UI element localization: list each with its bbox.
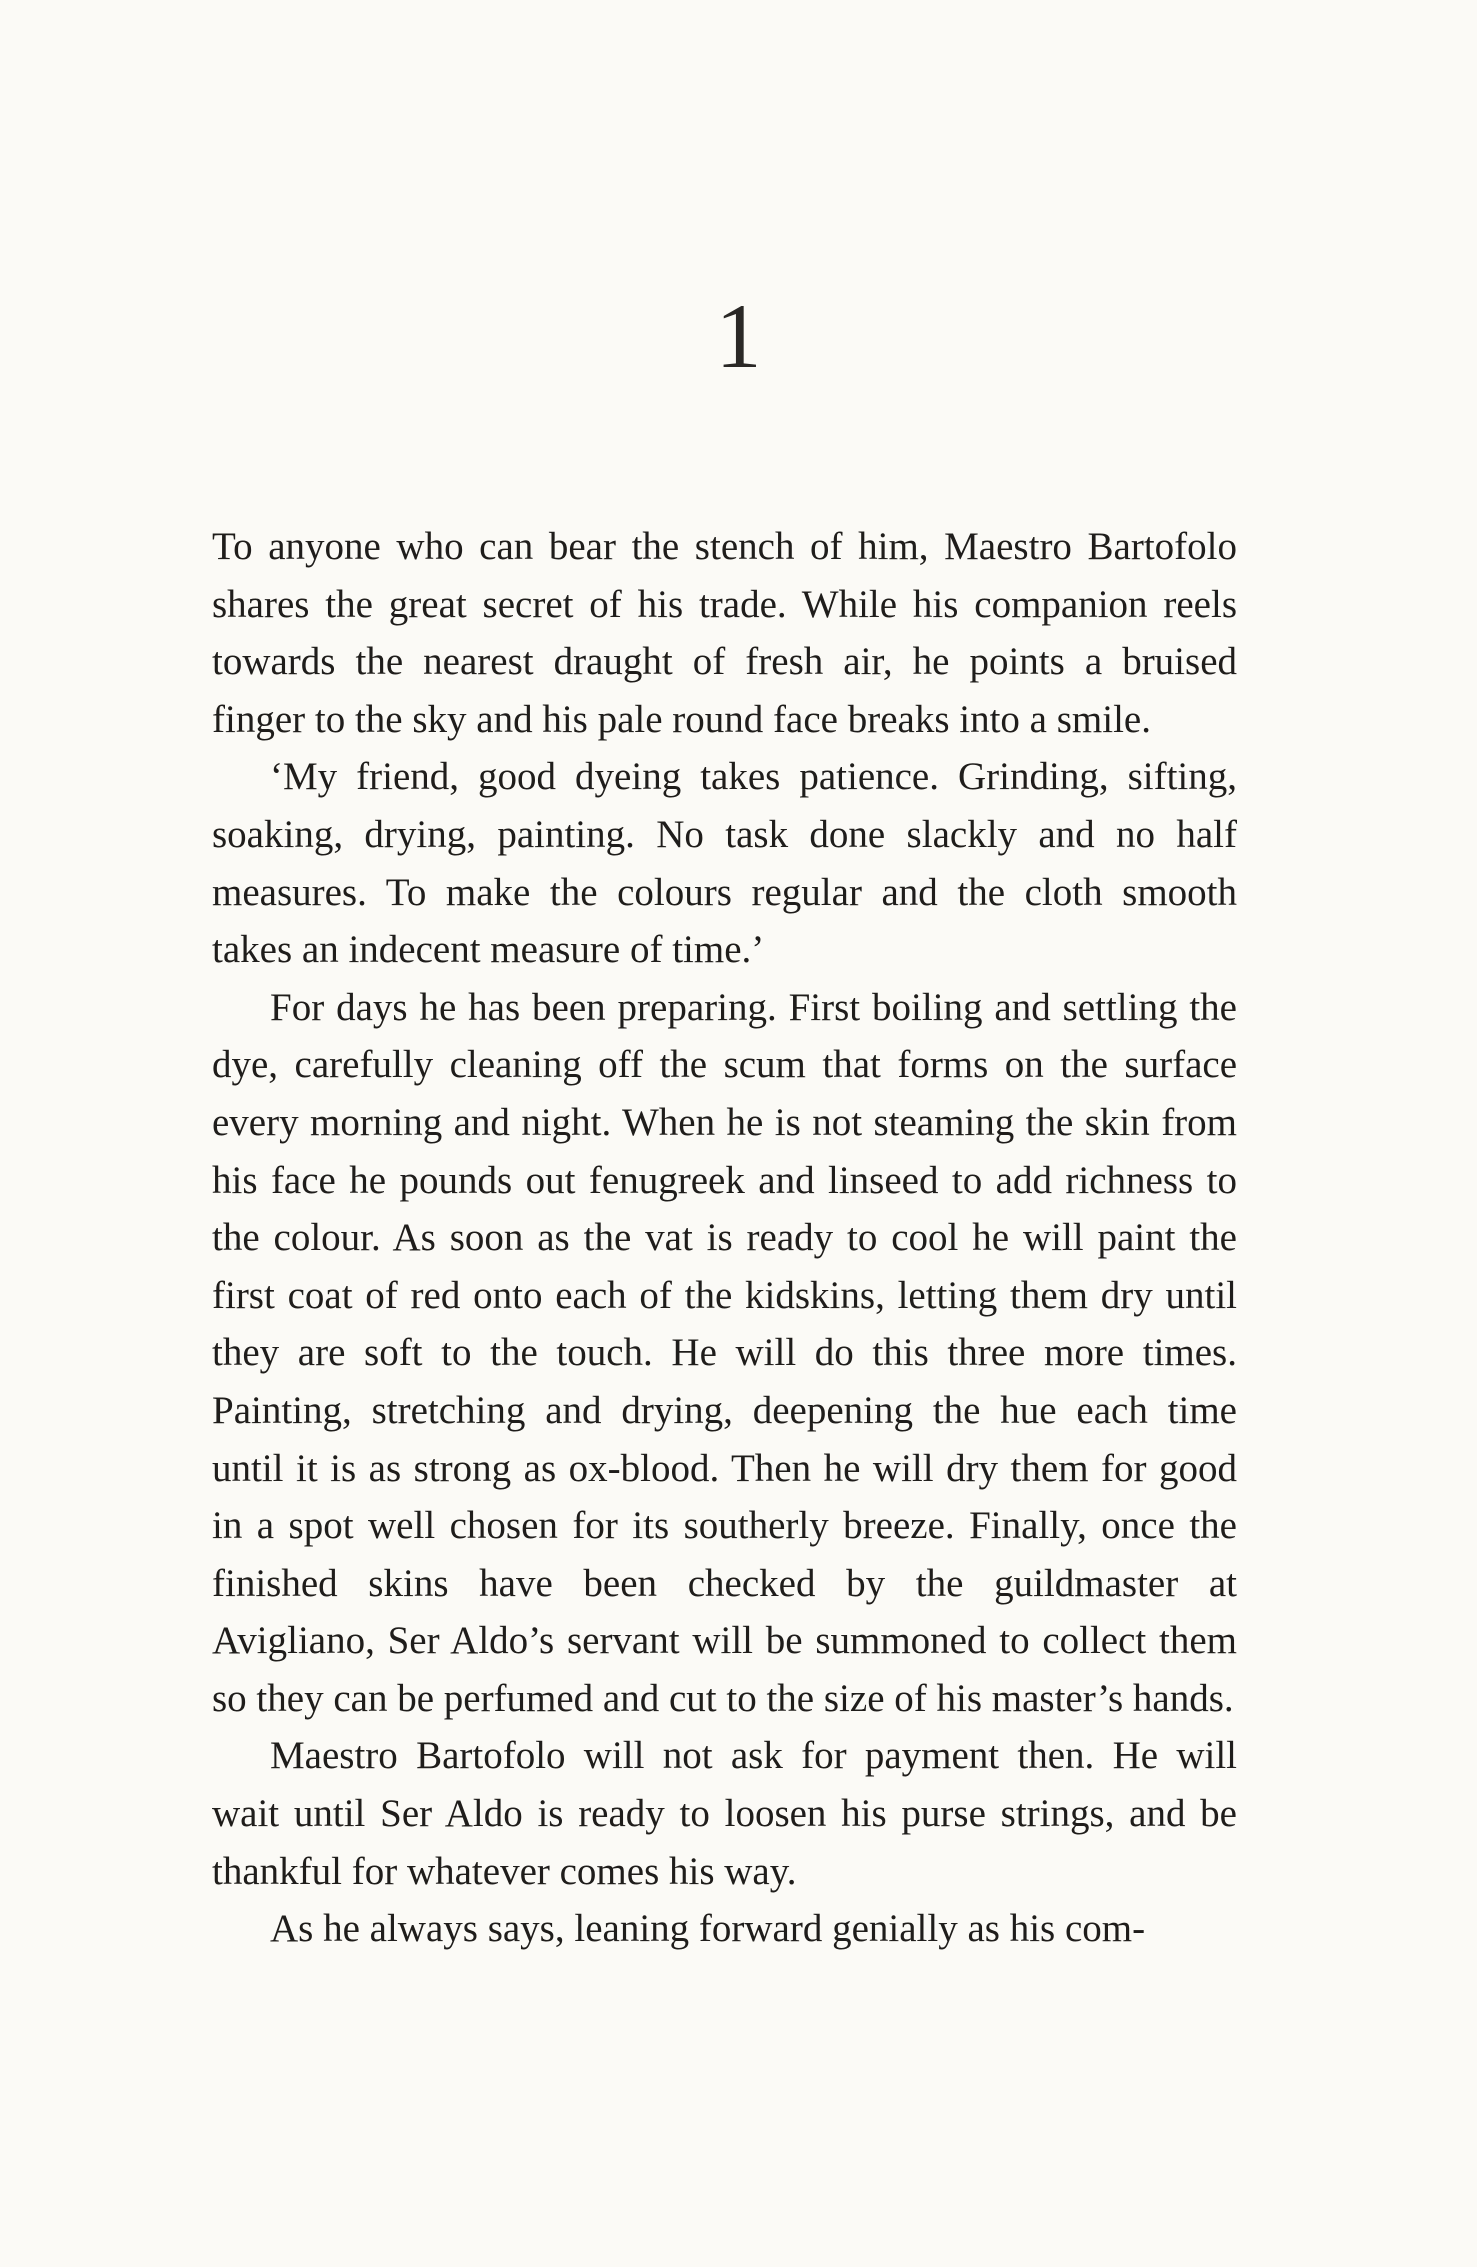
chapter-number: 1: [715, 285, 762, 387]
body-text: [212, 518, 1237, 1958]
paragraph: As he always says, leaning forward genially as his com-: [270, 1907, 1146, 1951]
paragraph: Maestro Bartofolo will not ask for payment then. He will wait until Ser Aldo is ready to loosen his purse strings, and be thankful for whatever comes his way.: [212, 1734, 1237, 1893]
paragraph: To anyone who can bear the stench of him, Maestro Bartofolo shares the great secret of his trade. While his companion reels towards the nearest draught of fresh air, he points a bruised finger to the sky and his pale round face breaks into a smile.: [212, 525, 1237, 741]
paragraph: ‘My friend, good dyeing takes patience. Grinding, sifting, soaking, drying, painting. No task done slackly and no half measures. To make the colours regular and the cloth smooth takes an indecent measure of time.’: [212, 755, 1237, 972]
paragraph: For days he has been preparing. First boiling and settling the dye, carefully cleaning off the scum that forms on the surface every morning and night. When he is not steaming the skin from his face he pounds out fenugreek and linseed to add richness to the colour. As soon as the vat is ready to cool he will paint the first coat of red onto each of the kidskins, letting them dry until they are soft to the touch. He will do this three more times. Painting, stretching and drying, deepening the hue each time until it is as strong as ox-blood. Then he will dry them for good in a spot well chosen for its southerly breeze. Finally, once the finished skins have been checked by the guildmaster at Avigliano, Ser Aldo’s servant will be summoned to collect them so they can be perfumed and cut to the size of his master’s hands.: [212, 985, 1237, 1720]
